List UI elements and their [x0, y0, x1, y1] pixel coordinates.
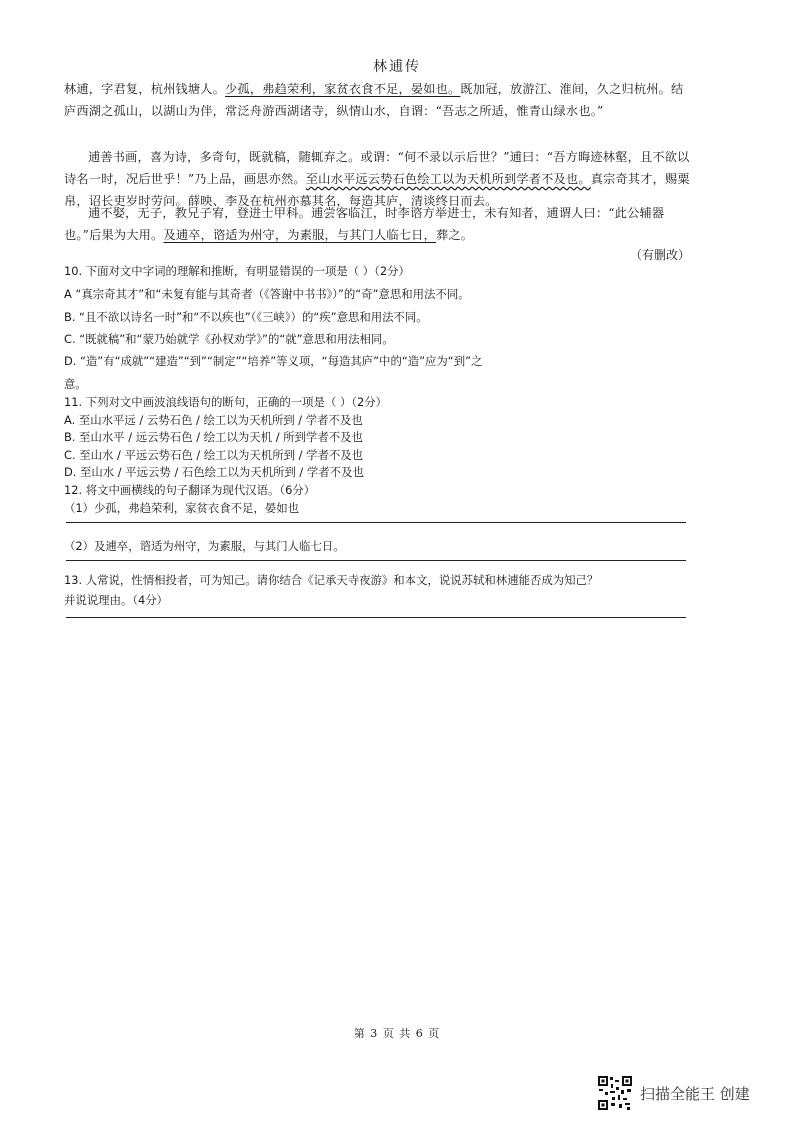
scanner-watermark-text: 扫描全能王 创建 [640, 1085, 750, 1103]
q12-answer-line-2[interactable] [66, 560, 686, 561]
q10-stem: 10. 下面对文中字词的理解和推断，有明显错误的一项是（ ）（2分） [64, 264, 410, 278]
passage-paragraph-3 [64, 202, 694, 246]
q13-answer-line-1[interactable] [66, 617, 686, 618]
q11-option-d: D. 至山水 / 平远云势 / 石色绘工以为天机所到 / 学者不及也 [64, 465, 364, 479]
q11-option-a: A. 至山水平远 / 云势石色 / 绘工以为天机所到 / 学者不及也 [64, 413, 363, 427]
q10-option-d-cont: 意。 [64, 377, 87, 391]
p2-text-b: 真宗奇其才，赐粟帛，诏长吏岁时劳问。薛映、李及在杭州亦慕其名，每造其庐，清谈终日而去。 [64, 172, 690, 208]
page-footer: 第 3 页 共 6 页 [353, 1027, 441, 1040]
p1-text-b: 既加冠，放游江、淮间，久之归杭州。结庐西湖之孤山，以湖山为伴，常泛舟游西湖诸寺，纵情山水，自谓：“吾志之所适，惟青山绿水也。” [64, 82, 684, 118]
q11-stem: 11. 下列对文中画波浪线语句的断句，正确的一项是（ ）（2分） [64, 395, 388, 409]
p3-underlined-sentence: 及逋卒，谘适为州守，为素服，与其门人临七日， [163, 228, 436, 242]
passage-title: 林逋传 [373, 59, 421, 75]
q12-sentence-1: （1）少孤，弗趋荣利，家贫衣食不足，晏如也 [64, 501, 300, 515]
qr-code-icon [597, 1075, 633, 1111]
q10-option-d: D. “造”有“成就”“建造”“到”“制定”“培养”等义项，“每造其庐”中的“造”应为“到”之 [64, 354, 483, 368]
q13-stem-line-1: 13. 人常说，性情相投者，可为知己。请你结合《记承天寺夜游》和本文，说说苏轼和林逋能否成为知己？ [64, 573, 599, 587]
p1-text-a: 林逋，字君复，杭州钱塘人。 [64, 82, 226, 96]
q13-stem-line-2: 并说说理由。（4分） [64, 593, 169, 607]
q10-option-a: A “真宗奇其才”和“未复有能与其奇者（《答谢中书书》）”的“奇”意思和用法不同。 [64, 287, 470, 301]
q11-option-c: C. 至山水 / 平远云势石色 / 绘工以为天机所到 / 学者不及也 [64, 448, 364, 462]
q11-option-b: B. 至山水平 / 远云势石色 / 绘工以为天机 / 所到学者不及也 [64, 430, 363, 444]
p2-text-a: 逋善书画，喜为诗，多奇句，既就稿，随辄弃之。或谓：“何不录以示后世？”逋曰：“吾方晦迹林壑，且不欲以诗名一时，况后世乎！”乃上品，画思亦然。 [64, 150, 690, 186]
q12-stem: 12. 将文中画横线的句子翻译为现代汉语。（6分） [64, 483, 316, 497]
p3-text-a: 逋不娶，无子，教兄子宥，登进士甲科。逋尝客临江，时李谘方举进士，未有知者，逋谓人曰：“此公辅器也。”后果为大用。 [64, 206, 665, 242]
p2-wavy-sentence: 至山水平远云势石色绘工以为天机所到学者不及也。 [305, 172, 591, 186]
q10-option-b: B. “且不欲以诗名一时”和“不以疾也”（《三峡》）的“疾”意思和用法不同。 [64, 310, 428, 324]
p3-text-b: 葬之。 [435, 228, 474, 242]
q12-sentence-2: （2）及逋卒，谘适为州守，为素服，与其门人临七日。 [64, 539, 345, 553]
p1-underlined-sentence: 少孤，弗趋荣利，家贫衣食不足，晏如也。 [225, 82, 461, 96]
q10-option-c: C. “既就稿”和“蒙乃始就学《孙权劝学》”的“就”意思和用法相同。 [64, 332, 394, 346]
q12-answer-line-1[interactable] [66, 522, 686, 523]
passage-paragraph-1 [64, 78, 694, 122]
source-note: （有删改） [629, 248, 690, 262]
